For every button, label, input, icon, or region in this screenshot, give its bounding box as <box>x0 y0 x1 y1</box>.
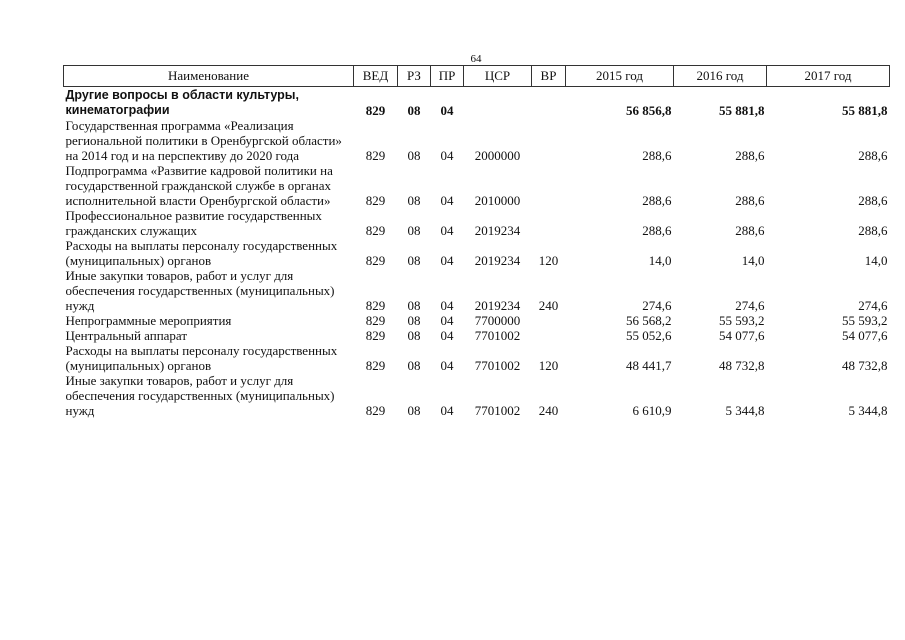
row-2015: 56 568,2 <box>626 313 672 328</box>
row-2016: 288,6 <box>735 193 765 208</box>
row-vr <box>532 313 566 328</box>
row-2015: 274,6 <box>642 298 672 313</box>
row-csr: 2019234 <box>474 253 521 268</box>
page-number: 64 <box>470 53 482 65</box>
row-vr: 120 <box>538 358 559 373</box>
header-2017: 2017 год <box>767 66 890 87</box>
row-csr: 2019234 <box>474 223 521 238</box>
table-row <box>64 268 890 313</box>
row-name: Непрограммные мероприятия <box>65 313 232 328</box>
row-pr: 04 <box>440 403 454 418</box>
header-csr: ЦСР <box>464 66 532 87</box>
row-rz: 08 <box>407 313 421 328</box>
row-2017: 288,6 <box>858 223 888 238</box>
row-2016: 48 732,8 <box>719 358 765 373</box>
row-2015: 6 610,9 <box>632 403 672 418</box>
table-row <box>64 343 890 373</box>
row-rz: 08 <box>407 253 421 268</box>
row-ved: 829 <box>365 403 386 418</box>
row-pr: 04 <box>440 253 454 268</box>
row-2016: 288,6 <box>735 223 765 238</box>
row-2017: 288,6 <box>858 193 888 208</box>
row-2015: 288,6 <box>642 193 672 208</box>
row-2015: 56 856,8 <box>626 103 672 118</box>
header-pr: ПР <box>431 66 464 87</box>
row-rz: 08 <box>407 298 421 313</box>
row-ved: 829 <box>365 253 386 268</box>
row-csr: 7701002 <box>474 403 521 418</box>
row-pr: 04 <box>440 313 454 328</box>
row-ved: 829 <box>365 103 386 118</box>
table-row <box>64 208 890 238</box>
row-ved: 829 <box>365 193 386 208</box>
row-2017: 48 732,8 <box>842 358 888 373</box>
table-row <box>64 87 890 119</box>
row-rz: 08 <box>407 103 421 118</box>
row-pr: 04 <box>440 358 454 373</box>
row-csr: 2000000 <box>474 148 521 163</box>
row-name: Профессиональное развитие государственных гражданских служащих <box>65 208 322 238</box>
row-name: Государственная программа «Реализация региональной политики в Оренбургской области» на 2014 год и на перспективу до 2020 года <box>65 118 342 163</box>
row-2016: 55 881,8 <box>719 103 765 118</box>
row-2017: 54 077,6 <box>842 328 888 343</box>
row-vr <box>532 208 566 238</box>
row-rz: 08 <box>407 148 421 163</box>
row-pr: 04 <box>440 148 454 163</box>
table-row <box>64 328 890 343</box>
table-row <box>64 313 890 328</box>
row-name: Другие вопросы в области культуры, кинематографии <box>65 88 299 117</box>
header-vr: ВР <box>532 66 566 87</box>
table-header-row <box>64 66 890 87</box>
row-csr: 7701002 <box>474 328 521 343</box>
row-vr <box>532 87 566 119</box>
row-vr <box>532 118 566 163</box>
header-2016: 2016 год <box>674 66 767 87</box>
row-2015: 55 052,6 <box>626 328 672 343</box>
row-pr: 04 <box>440 328 454 343</box>
row-pr: 04 <box>440 193 454 208</box>
row-csr: 2019234 <box>474 298 521 313</box>
row-ved: 829 <box>365 223 386 238</box>
row-name: Подпрограмма «Развитие кадровой политики на государственной гражданской службе в органах исполнительной власти Оренбургской области» <box>65 163 333 208</box>
row-name: Иные закупки товаров, работ и услуг для обеспечения государственных (муниципальных) нужд <box>65 373 335 418</box>
row-2015: 14,0 <box>648 253 672 268</box>
row-csr: 7700000 <box>474 313 521 328</box>
row-2016: 54 077,6 <box>719 328 765 343</box>
row-2017: 5 344,8 <box>848 403 888 418</box>
row-rz: 08 <box>407 328 421 343</box>
table-row <box>64 373 890 418</box>
row-2016: 288,6 <box>735 148 765 163</box>
row-ved: 829 <box>365 313 386 328</box>
row-name: Расходы на выплаты персоналу государственных (муниципальных) органов <box>65 343 338 373</box>
row-vr <box>532 163 566 208</box>
row-rz: 08 <box>407 223 421 238</box>
row-pr: 04 <box>440 223 454 238</box>
row-rz: 08 <box>407 193 421 208</box>
row-pr: 04 <box>440 298 454 313</box>
row-vr: 240 <box>538 298 559 313</box>
header-2015: 2015 год <box>566 66 674 87</box>
row-2015: 288,6 <box>642 223 672 238</box>
header-ved: ВЕД <box>354 66 398 87</box>
row-2017: 274,6 <box>858 298 888 313</box>
row-ved: 829 <box>365 298 386 313</box>
row-2016: 274,6 <box>735 298 765 313</box>
row-csr: 7701002 <box>474 358 521 373</box>
header-name: Наименование <box>64 66 354 87</box>
row-pr: 04 <box>440 103 454 118</box>
row-name: Центральный аппарат <box>65 328 188 343</box>
row-ved: 829 <box>365 148 386 163</box>
header-rz: РЗ <box>398 66 431 87</box>
row-2016: 14,0 <box>741 253 765 268</box>
row-2017: 55 593,2 <box>842 313 888 328</box>
budget-table <box>63 65 890 418</box>
row-ved: 829 <box>365 328 386 343</box>
row-csr: 2010000 <box>474 193 521 208</box>
row-rz: 08 <box>407 403 421 418</box>
row-csr <box>464 87 532 119</box>
row-2017: 288,6 <box>858 148 888 163</box>
table-row <box>64 163 890 208</box>
row-vr: 120 <box>538 253 559 268</box>
row-name: Расходы на выплаты персоналу государственных (муниципальных) органов <box>65 238 338 268</box>
row-2016: 55 593,2 <box>719 313 765 328</box>
row-2015: 288,6 <box>642 148 672 163</box>
row-rz: 08 <box>407 358 421 373</box>
table-row <box>64 118 890 163</box>
row-vr <box>532 328 566 343</box>
row-2017: 14,0 <box>864 253 888 268</box>
row-ved: 829 <box>365 358 386 373</box>
table-row <box>64 238 890 268</box>
row-name: Иные закупки товаров, работ и услуг для обеспечения государственных (муниципальных) нужд <box>65 268 335 313</box>
row-vr: 240 <box>538 403 559 418</box>
row-2016: 5 344,8 <box>725 403 765 418</box>
row-2015: 48 441,7 <box>626 358 672 373</box>
row-2017: 55 881,8 <box>842 103 888 118</box>
